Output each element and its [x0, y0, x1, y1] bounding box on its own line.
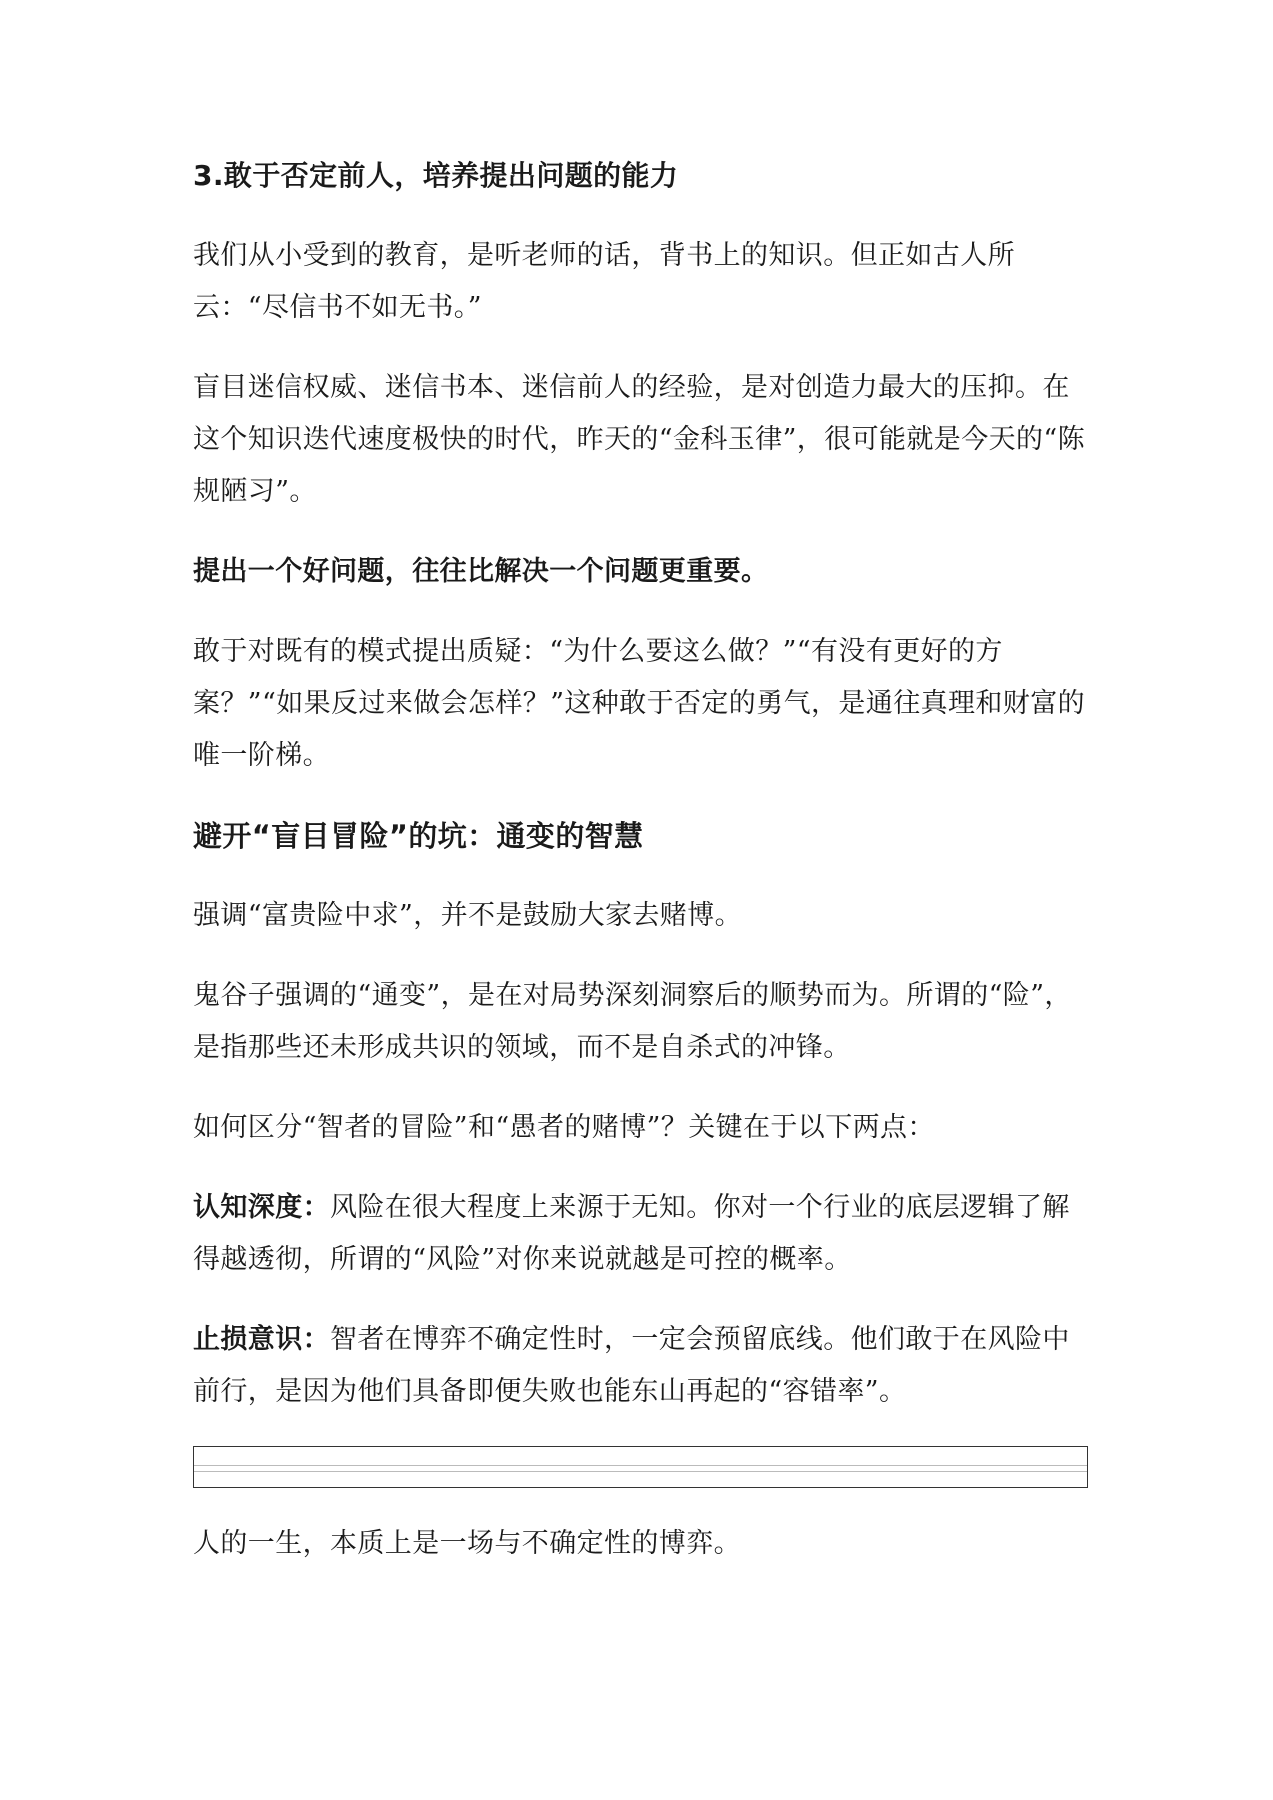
paragraph-distinguish: 如何区分“智者的冒险”和“愚者的赌博”？关键在于以下两点：: [193, 1112, 935, 1143]
point-label: 认知深度：: [193, 1192, 330, 1223]
subheading-adaptability: 避开“盲目冒险”的坑：通变的智慧: [193, 819, 644, 853]
paragraph-blind-faith: 盲目迷信权威、迷信书本、迷信前人的经验，是对创造力最大的压抑。在这个知识迭代速度极快的时代，昨天的“金科玉律”，很可能就是今天的“陈规陋习”。: [193, 372, 1086, 507]
point-label: 止损意识：: [193, 1324, 330, 1355]
paragraph-life-game: 人的一生，本质上是一场与不确定性的博弈。: [193, 1528, 741, 1559]
document-body: [193, 150, 1088, 1598]
point-cognitive-depth: [193, 1182, 1088, 1286]
divider-line: [194, 1465, 1087, 1466]
point-text: 风险在很大程度上来源于无知。你对一个行业的底层逻辑了解得越透彻，所谓的“风险”对你来说就越是可控的概率。: [193, 1192, 1070, 1275]
section-divider: [193, 1446, 1088, 1488]
paragraph-questioning: 敢于对既有的模式提出质疑：“为什么要这么做？”“有没有更好的方案？”“如果反过来做会怎样？”这种敢于否定的勇气，是通往真理和财富的唯一阶梯。: [193, 636, 1086, 771]
paragraph-good-question: 提出一个好问题，往往比解决一个问题更重要。: [193, 556, 769, 587]
divider-line: [194, 1471, 1087, 1472]
paragraph-education: 我们从小受到的教育，是听老师的话，背书上的知识。但正如古人所云：“尽信书不如无书。”: [193, 240, 1015, 323]
point-stop-loss: [193, 1314, 1088, 1418]
paragraph-tongbian: 鬼谷子强调的“通变”，是在对局势深刻洞察后的顺势而为。所谓的“险”，是指那些还未形成共识的领域，而不是自杀式的冲锋。: [193, 980, 1072, 1063]
paragraph-not-gambling: 强调“富贵险中求”，并不是鼓励大家去赌博。: [193, 900, 743, 931]
section-title: 3.敢于否定前人，培养提出问题的能力: [193, 159, 679, 192]
point-text: 智者在博弈不确定性时，一定会预留底线。他们敢于在风险中前行，是因为他们具备即便失败也能东山再起的“容错率”。: [193, 1324, 1070, 1407]
